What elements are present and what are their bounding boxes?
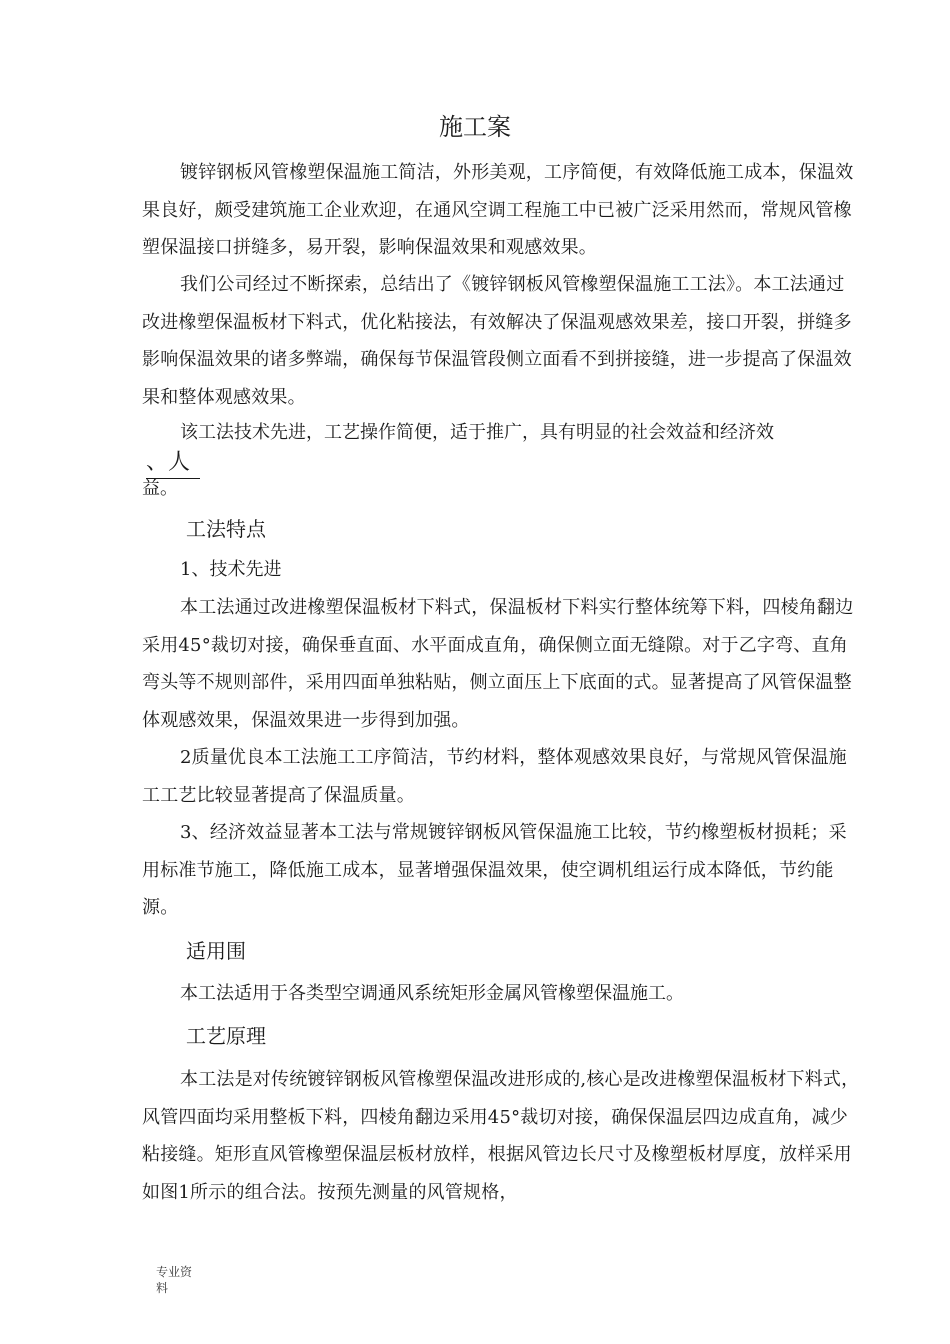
intro-paragraph-2: 我们公司经过不断探索，总结出了《镀锌钢板风管橡塑保温施工工法》。本工法通过改进橡塑保温板材下料式，优化粘接法，有效解决了保温观感效果差，接口开裂，拼缝多影响保温效果的诸多弊端，确保每节保温管段侧立面看不到拼接缝，进一步提高了保温效果和整体观感效果。 [142,274,852,408]
feature-3-body: 3、经济效益显著本工法与常规镀锌钢板风管保温施工比较，节约橡塑板材损耗；采用标准节施工，降低施工成本，显著增强保温效果，使空调机组运行成本降低，节约能源。 [142,822,847,918]
feature-1-body: 本工法通过改进橡塑保温板材下料式，保温板材下料实行整体统筹下料，四棱角翻边采用45°裁切对接，确保垂直面、水平面成直角，确保侧立面无缝隙。对于乙字弯、直角弯头等不规则部件，采用四面单独粘贴，侧立面压上下底面的式。显著提高了风管保温整体观感效果，保温效果进一步得到加强。 [142,597,854,731]
principle-body: 本工法是对传统镀锌钢板风管橡塑保温改进形成的,核心是改进橡塑保温板材下料式，风管四面均采用整板下料，四棱角翻边采用45°裁切对接，确保保温层四边成直角，减少粘接缝。矩形直风管橡塑保温层板材放样，根据风管边长尺寸及橡塑板材厚度，放样采用如图1所示的组合法。按预先测量的风管规格， [142,1069,860,1203]
intro-paragraph-3: 该工法技术先进，工艺操作简便，适于推广，具有明显的社会效益和经济效 [180,422,774,443]
footer-line-2: 料 [156,1281,169,1295]
page-footer [156,1264,206,1296]
intro-paragraph-1: 镀锌钢板风管橡塑保温施工简洁，外形美观，工序简便，有效降低施工成本，保温效果良好，颇受建筑施工企业欢迎，在通风空调工程施工中已被广泛采用然而，常规风管橡塑保温接口拼缝多，易开裂，影响保温效果和观感效果。 [142,162,854,258]
handwritten-mark: 、人 [146,448,200,479]
section-heading-principle: 工艺原理 [186,1024,266,1048]
feature-2-body: 2质量优良本工法施工工序简洁，节约材料，整体观感效果良好，与常规风管保温施工工艺比较显著提高了保温质量。 [142,747,847,806]
feature-1-title: 1、技术先进 [180,559,282,580]
page-title: 施工案 [439,113,511,141]
scope-body: 本工法适用于各类型空调通风系统矩形金属风管橡塑保温施工。 [180,983,684,1004]
section-heading-features: 工法特点 [186,517,266,541]
footer-line-1: 专业资 [156,1265,193,1279]
intro-paragraph-3-end: 益。 [142,478,178,499]
section-heading-scope: 适用围 [186,939,246,963]
